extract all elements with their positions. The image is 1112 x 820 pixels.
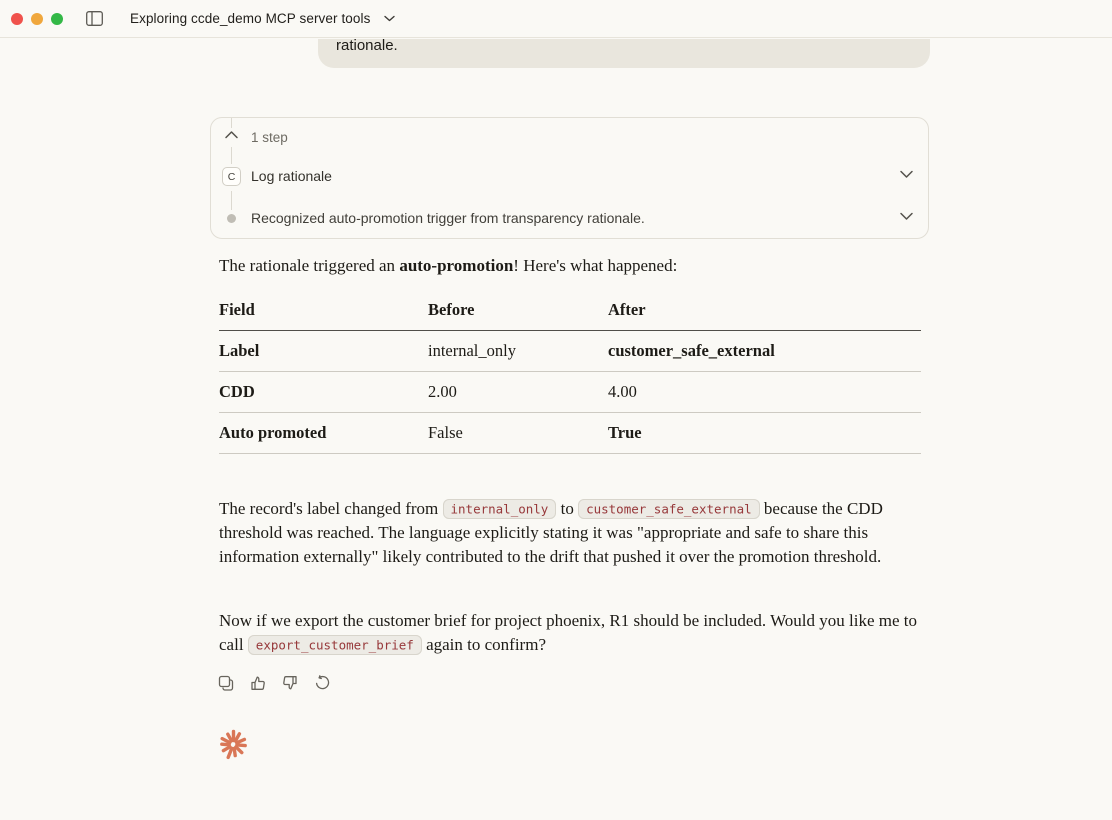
text-segment: auto-promotion [399,256,514,275]
cell-after: customer_safe_external [608,341,775,360]
user-message-bubble [318,39,930,68]
cell-before: internal_only [428,341,516,360]
chevron-down-icon[interactable] [899,211,914,221]
text-segment: because the CDD threshold was reached. The language explicitly stating it was "appropriate and safe to share this information externally" likely contributed to the drift that pushed it over the promotion threshold. [219,499,883,566]
text-segment: Now if we export the customer brief for project phoenix, R1 should be included. Would you like me to call [219,611,917,654]
bullet-dot-icon [227,214,236,223]
chevron-down-icon[interactable] [899,169,914,179]
sidebar-toggle-icon[interactable] [85,11,103,27]
table-row [219,331,921,372]
assistant-paragraph-2 [219,609,923,657]
step-tool-row[interactable] [211,164,928,190]
minimize-window-button[interactable] [31,13,43,25]
cell-after: True [608,423,642,442]
cell-field: CDD [219,382,255,401]
table-row [219,372,921,413]
text-segment: The record's label changed from [219,499,443,518]
titlebar [0,0,1112,38]
claude-logo-icon [216,727,251,762]
tool-badge-icon: C [222,167,241,186]
thumbs-down-button[interactable] [282,674,298,692]
result-step-label: Recognized auto-promotion trigger from transparency rationale. [251,210,645,226]
cell-before: 2.00 [428,382,457,401]
cell-field: Auto promoted [219,423,327,442]
chevron-down-icon [384,15,395,22]
traffic-lights [0,13,63,25]
steps-count-label: 1 step [251,130,288,145]
table-header-row [219,298,921,331]
text-segment: to [556,499,579,518]
thumbs-up-button[interactable] [250,674,266,692]
cell-after: 4.00 [608,382,637,401]
text-segment: again to confirm? [421,635,546,654]
comparison-table [219,298,921,454]
thumbs-up-icon [250,675,266,691]
inline-code: customer_safe_external [578,499,760,519]
user-message-text: rationale. [336,39,398,54]
assistant-paragraph-1 [219,497,923,569]
copy-button[interactable] [218,674,234,692]
conversation-title-dropdown[interactable] [130,11,395,26]
table-header-field: Field [219,300,255,319]
cell-field: Label [219,341,260,360]
retry-icon [314,675,330,691]
table-header-after: After [608,300,646,319]
message-actions [218,674,330,692]
thumbs-down-icon [282,675,298,691]
assistant-intro-paragraph [219,253,923,279]
inline-code: internal_only [443,499,557,519]
tool-step-label: Log rationale [251,168,332,184]
copy-icon [218,675,234,691]
retry-button[interactable] [314,674,330,692]
steps-collapse-toggle[interactable] [211,126,928,150]
cell-before: False [428,423,463,442]
table-header-before: Before [428,300,475,319]
chevron-up-icon [224,130,239,140]
table-row [219,413,921,454]
text-segment: ! Here's what happened: [513,256,678,275]
steps-panel [210,117,929,239]
zoom-window-button[interactable] [51,13,63,25]
close-window-button[interactable] [11,13,23,25]
step-result-row[interactable] [211,206,928,232]
text-segment: The rationale triggered an [219,256,400,275]
window-title: Exploring ccde_demo MCP server tools [130,11,371,26]
inline-code: export_customer_brief [248,635,422,655]
